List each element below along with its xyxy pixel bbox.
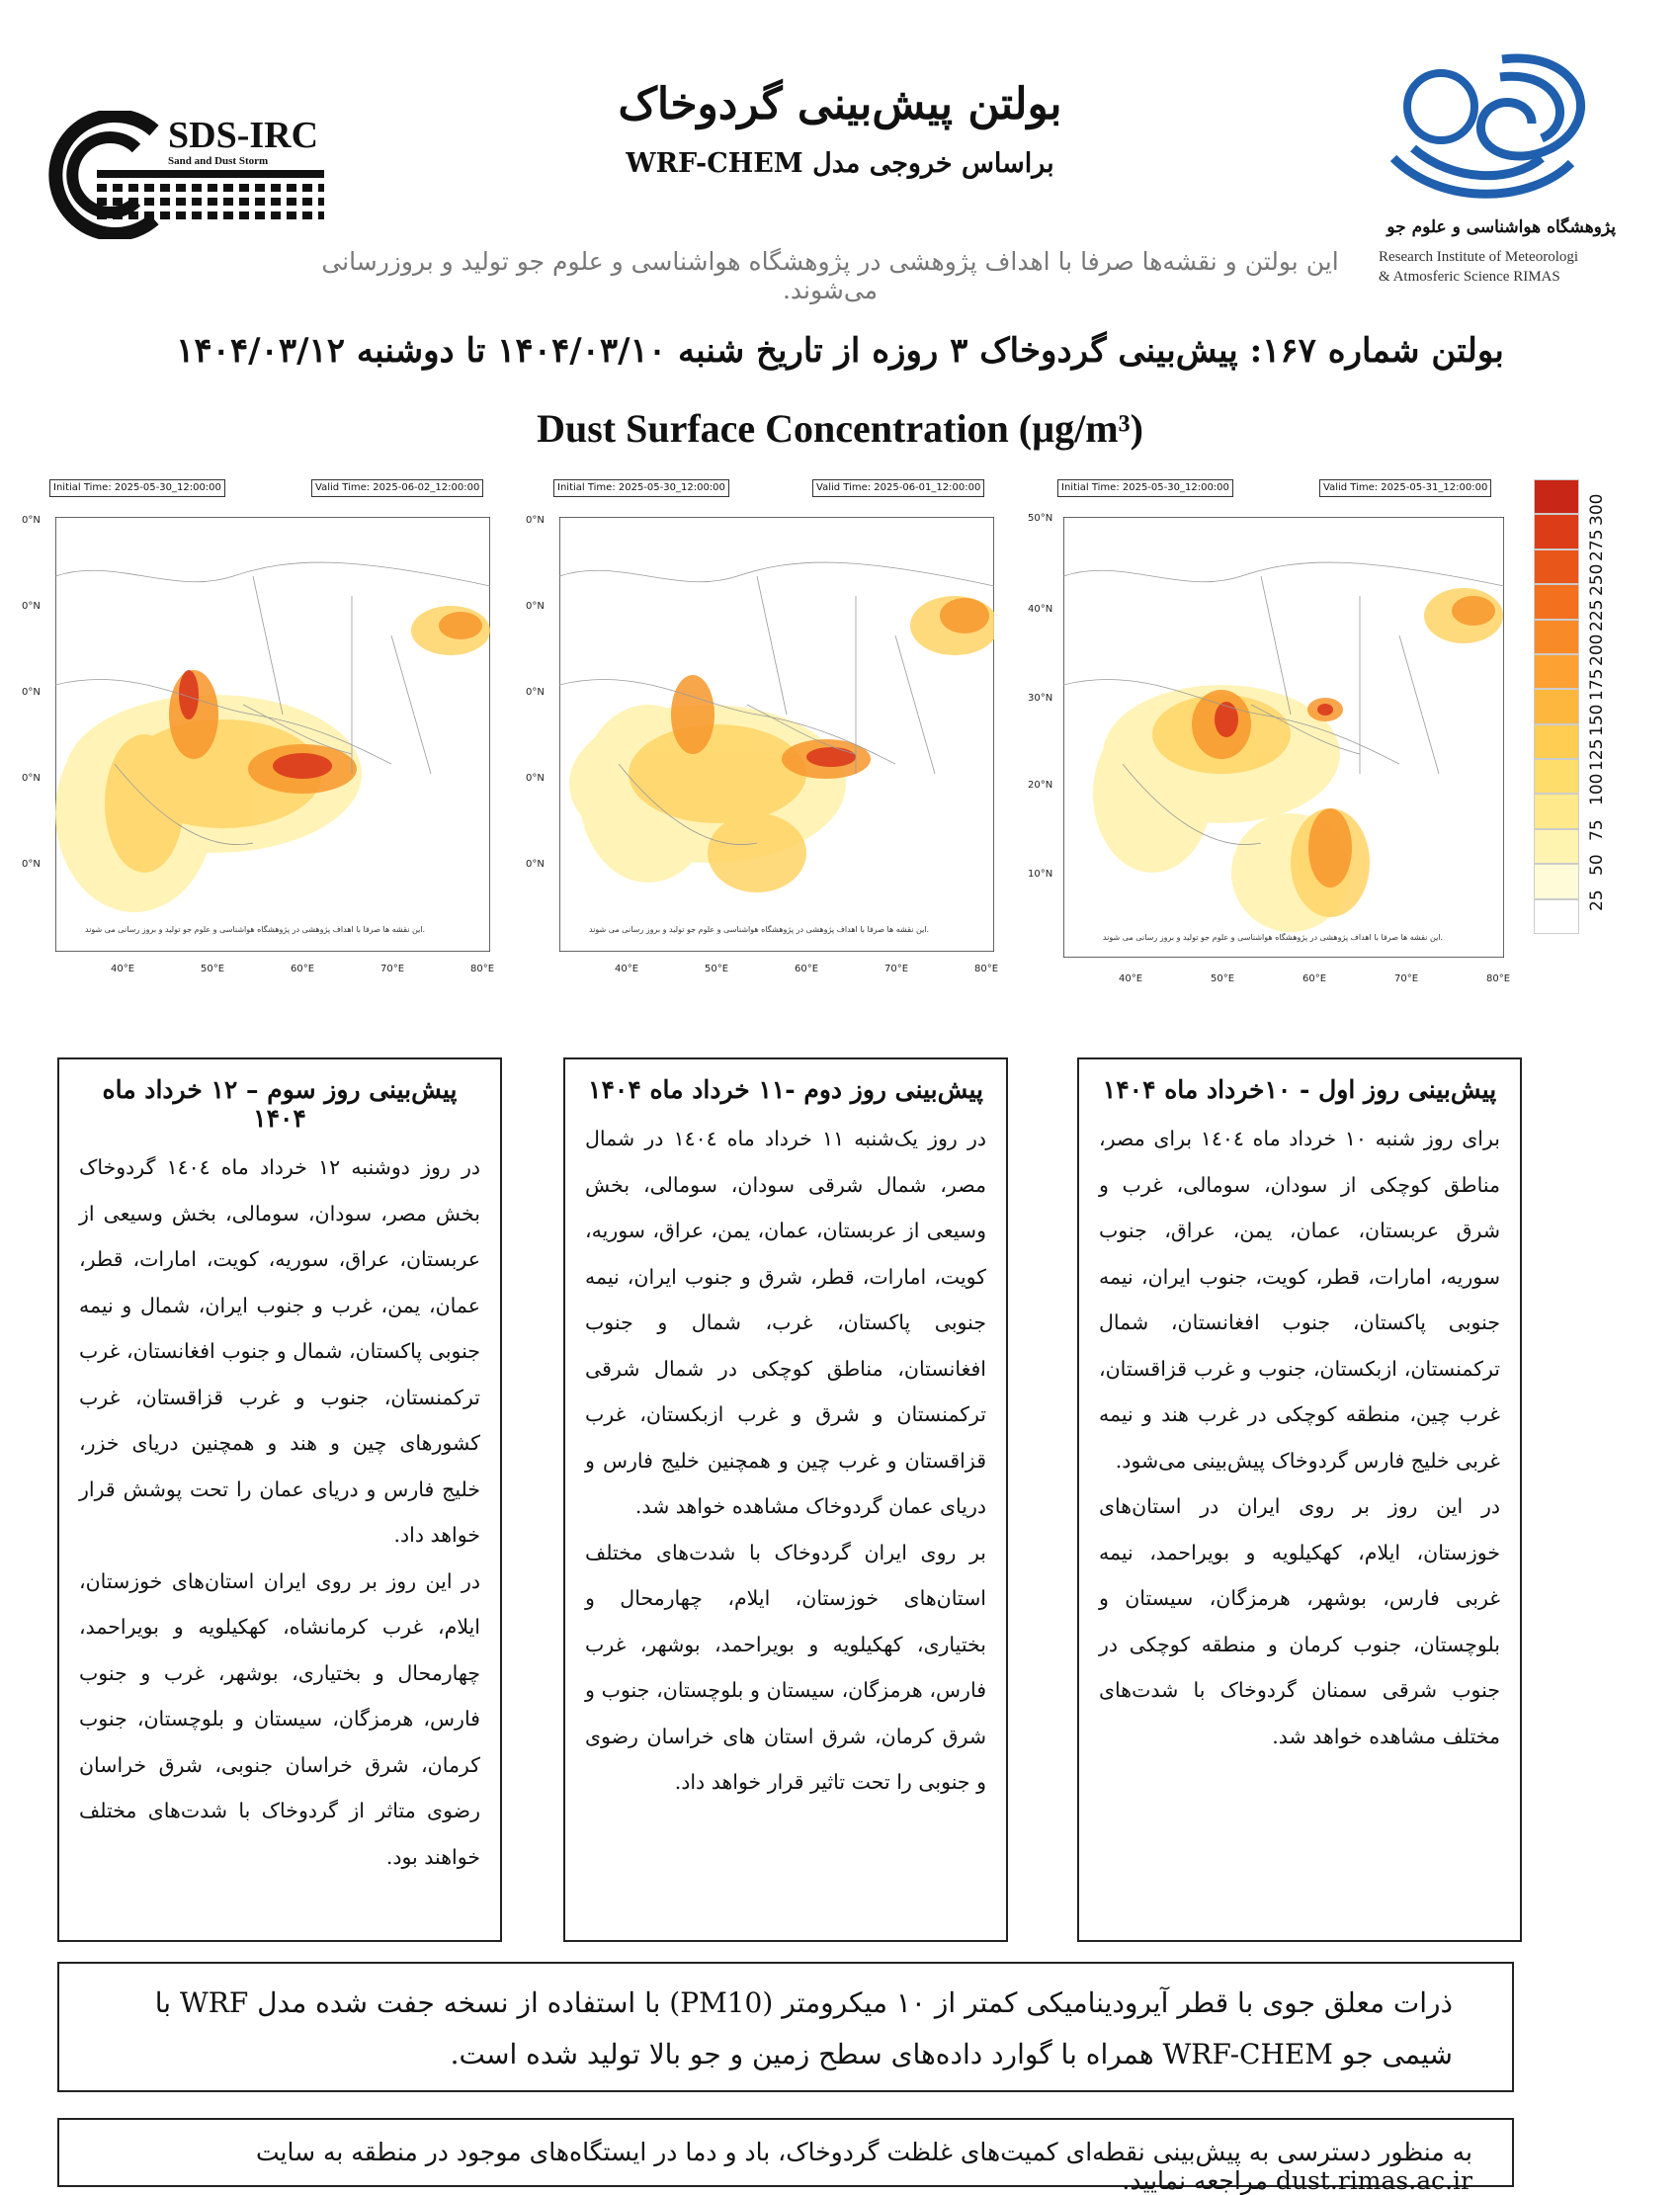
forecast-map-day1 [1028,479,1522,993]
colorbar-label: 300 [1587,493,1607,527]
lat-tick: 50°N [1028,513,1053,524]
lon-tick: 50°E [1211,973,1235,984]
valid-time-label: Valid Time: 2025-05-31_12:00:00 [1319,479,1491,497]
dust-map-plot [1063,517,1504,958]
forecast-day2-box [563,1057,1008,1942]
colorbar-swatch [1534,654,1579,689]
rimas-name-en2: & Atmosferic Science RIMAS [1379,269,1560,285]
colorbar-label: 275 [1587,529,1607,561]
lon-tick: 50°E [201,964,225,974]
colorbar-swatch [1534,864,1579,898]
lat-tick: 0°N [22,859,41,870]
colorbar-swatch [1534,724,1579,759]
lon-tick: 60°E [795,964,819,974]
lat-tick: 30°N [1028,693,1053,704]
forecast-day1-box [1077,1057,1522,1942]
colorbar-label: 50 [1587,854,1607,877]
sds-logo-line1: Sand and Dust Storm [168,155,269,167]
initial-time-label: Initial Time: 2025-05-30_12:00:00 [1057,479,1233,497]
lat-tick: 10°N [1028,869,1053,880]
lat-tick: 0°N [526,773,545,784]
lat-tick: 20°N [1028,780,1053,791]
colorbar-swatch [1534,620,1579,654]
colorbar-swatch [1534,549,1579,584]
forecast-map-day2 [524,479,1008,983]
colorbar-label: 150 [1587,704,1607,736]
map-footer: این نقشه ها صرفا با اهداف پژوهشی در پژوهشگاه هواشناسی و علوم جو تولید و بروز رسانی می شوند. [85,925,426,934]
forecast-day2-title: پیش‌بینی روز دوم -۱۱ خرداد ماه ۱۴۰۴ [588,1075,983,1104]
lon-tick: 60°E [1302,973,1327,984]
map-footer: این نقشه ها صرفا با اهداف پژوهشی در پژوهشگاه هواشناسی و علوم جو تولید و بروز رسانی می شوند. [589,925,930,934]
lat-tick: 0°N [22,515,41,526]
lat-tick: 0°N [22,687,41,698]
forecast-map-day3 [20,479,504,983]
lat-tick: 0°N [526,859,545,870]
lat-tick: 0°N [526,687,545,698]
lat-tick: 0°N [22,601,41,612]
colorbar-swatch [1534,829,1579,864]
lat-tick: 40°N [1028,604,1053,615]
forecast-day3-box [57,1057,502,1942]
lon-tick: 80°E [974,964,999,974]
lat-tick: 0°N [526,515,545,526]
lon-tick: 80°E [1486,973,1511,984]
lon-tick: 70°E [884,964,909,974]
colorbar-swatch [1534,689,1579,723]
page-subtitle: براساس خروجی مدل WRF-CHEM [626,148,1054,179]
lon-tick: 80°E [470,964,495,974]
forecast-day1-title: پیش‌بینی روز اول - ۱۰خرداد ماه ۱۴۰۴ [1102,1075,1497,1104]
rimas-logo [1384,40,1611,208]
colorbar-swatch [1534,479,1579,514]
lon-tick: 70°E [380,964,405,974]
valid-time-label: Valid Time: 2025-06-01_12:00:00 [812,479,984,497]
colorbar-label: 250 [1587,563,1607,597]
forecast-day3-text2: در این روز بر روی ایران استان‌های خوزستان، ایلام، غرب کرمانشاه، کهکیلویه و بویراحمد، چهارمحال و بختیاری، بوشهر، غرب و جنوب فارس، هرمزگان، سیستان و بلوچستان، جنوب کرمان، شرق خراسان جنوبی، شرق خراسان رضوی متاثر از گردوخاک با شدت‌های مختلف خواهند بود. [79,1568,480,1869]
lon-tick: 50°E [705,964,729,974]
valid-time-label: Valid Time: 2025-06-02_12:00:00 [311,479,483,497]
forecast-day2-text2: بر روی ایران گردوخاک با شدت‌های مختلف استان‌های خوزستان، ایلام، چهارمحال و بختیاری، کهکیلویه و بویراحمد، بوشهر، غرب فارس، هرمزگان، سیستان و بلوچستان، جنوب و شرق کرمان، شرق استان های خراسان رضوی و جنوبی را تحت تاثیر قرار خواهد داد. [585,1540,986,1794]
lon-tick: 40°E [1119,973,1143,984]
forecast-day1-text2: در این روز بر روی ایران در استان‌های خوزستان، ایلام، کهکیلویه و بویراحمد، نیمه غربی فارس، بوشهر، هرمزگان، سیستان و بلوچستان، جنوب کرمان و منطقه کوچکی در جنوب شرقی سمنان گردوخاک با شدت‌های مختلف مشاهده خواهد شد. [1099,1494,1500,1748]
dust-map-plot [55,517,490,952]
lon-tick: 40°E [111,964,135,974]
colorbar-label: 75 [1587,819,1607,841]
initial-time-label: Initial Time: 2025-05-30_12:00:00 [49,479,225,497]
chart-title: Dust Surface Concentration (µg/m³) [537,406,1143,451]
sds-logo-line2: International Research Center [168,169,310,181]
forecast-day2-text1: در روز یک‌شنبه ۱۱ خرداد ماه ۱٤۰٤ در شمال مصر، شمال شرقی سودان، سومالی، بخش وسیعی از عربستان، عمان، یمن، عراق، سوریه، کویت، امارات، قطر، شرق و جنوب ایران، نیمه جنوبی پاکستان، غرب، شمال و جنوب افغانستان، مناطق کوچکی در شمال شرقی ترکمنستان و شرق و غرب ازبکستان، غرب قزاقستان و غرب چین و همچنین خلیج فارس و دریای عمان گردوخاک مشاهده خواهد شد. [585,1127,987,1518]
dust-map-plot [559,517,994,952]
colorbar-swatch [1534,759,1579,794]
colorbar-label: 125 [1587,738,1607,772]
model-note: ذرات معلق جوی با قطر آیرودینامیکی کمتر از ۱۰ میکرومتر (PM10) با استفاده از نسخه جفت شده مدل WRF با شیمی جو WRF-CHEM همراه با گوارد داده‌های سطح زمین و جو بالا تولید شده است. [57,1962,1514,2092]
page-title: بولتن پیش‌بینی گردوخاک [618,79,1062,129]
lat-tick: 0°N [526,601,545,612]
lat-tick: 0°N [22,773,41,784]
lon-tick: 70°E [1394,973,1419,984]
forecast-day1-text1: برای روز شنبه ۱۰ خرداد ماه ۱٤۰٤ برای مصر، مناطق کوچکی از سودان، سومالی، غرب و شرق عربستان، عمان، یمن، عراق، جنوب سوریه، امارات، قطر، کویت، جنوب ایران، نیمه جنوبی پاکستان، جنوب افغانستان، شمال ترکمنستان، ازبکستان، جنوب و غرب قزاقستان، غرب چین، منطقه کوچکی در غرب هند و نیمه غربی خلیج فارس گردوخاک پیش‌بینی می‌شود. [1099,1127,1501,1473]
colorbar-label: 200 [1587,633,1607,666]
sds-logo-name: SDS-IRC [168,115,319,156]
disclaimer: این بولتن و نقشه‌ها صرفا با اهداف پژوهشی در پژوهشگاه هواشناسی و علوم جو تولید و بروزرسانی می‌شوند. [321,247,1339,304]
forecast-day3-title: پیش‌بینی روز سوم – ۱۲ خرداد ماه ۱۴۰۴ [102,1075,458,1133]
colorbar-label: 175 [1587,668,1607,702]
colorbar-swatch [1534,584,1579,619]
colorbar-label: 100 [1587,774,1607,806]
bulletin-title: بولتن شماره ۱۶۷: پیش‌بینی گردوخاک ۳ روزه از تاریخ شنبه ۱۴۰۴/۰۳/۱۰ تا دوشنبه ۱۴۰۴/۰۳/۱۲ [176,331,1504,371]
lon-tick: 60°E [291,964,315,974]
colorbar-swatch [1534,514,1579,549]
colorbar [1534,479,1579,934]
website-reference: به منظور دسترسی به پیش‌بینی نقطه‌ای کمیت‌های غلظت گردوخاک، باد و دما در ایستگاه‌های موجود در منطقه به سایت dust.rimas.ac.ir مراجعه نمایید. [57,2118,1514,2187]
colorbar-swatch [1534,794,1579,828]
rimas-name-fa: پژوهشگاه هواشناسی و علوم جو [1386,217,1616,237]
forecast-day3-text1: در روز دوشنبه ۱۲ خرداد ماه ۱٤۰٤ گردوخاک بخش مصر، سودان، سومالی، بخش وسیعی از عربستان، عراق، سوریه، کویت، امارات، قطر، عمان، یمن، غرب و جنوب ایران، شمال و نیمه جنوبی پاکستان، شمال و جنوب افغانستان، غرب ترکمنستان، جنوب و غرب قزاقستان، غرب کشورهای چین و هند و همچنین دریای خزر، خلیج فارس و دریای عمان را تحت پوشش قرار خواهد داد. [79,1155,480,1547]
colorbar-label: 25 [1587,888,1607,911]
initial-time-label: Initial Time: 2025-05-30_12:00:00 [553,479,729,497]
rimas-name-en1: Research Institute of Meteorologi [1379,249,1579,265]
map-footer: این نقشه ها صرفا با اهداف پژوهشی در پژوهشگاه هواشناسی و علوم جو تولید و بروز رسانی می شوند. [1103,933,1444,942]
colorbar-label: 225 [1587,599,1607,632]
lon-tick: 40°E [615,964,639,974]
colorbar-swatch [1534,899,1579,934]
